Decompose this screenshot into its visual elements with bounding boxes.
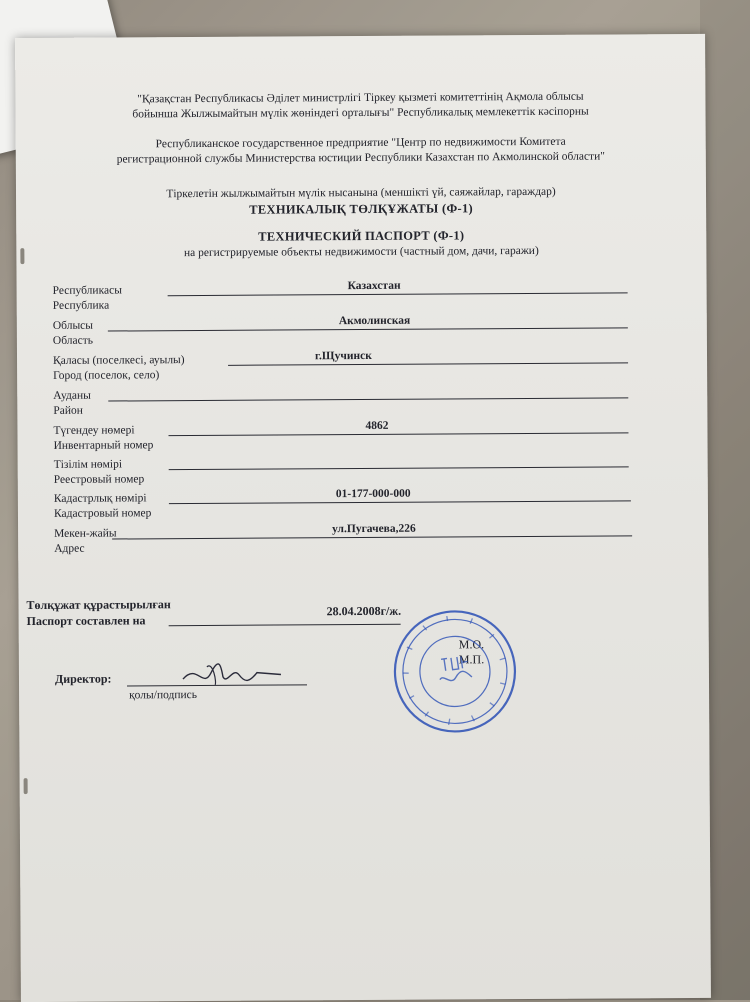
label-ru: Республика [52, 299, 110, 312]
label-ru: Инвентарный номер [53, 439, 154, 452]
header-ru-line2: регистрационной службы Министерства юстиции Республики Казахстан по Акмолинской области" [116, 150, 605, 166]
label-kz: Түгендеу нөмері [53, 424, 135, 437]
value-city: г.Щучинск [314, 349, 372, 363]
value-inventory: 4862 [365, 419, 389, 432]
header-ru-line1: Республиканское государственное предприятие "Центр по недвижимости Комитета [155, 135, 566, 151]
fill-line [112, 535, 632, 539]
document-page [15, 34, 711, 1002]
seal-mark-ru: М.П. [458, 652, 485, 667]
header-kz-line1: "Қазақстан Республикасы Әділет министрлігі Тіркеу қызметі комитеттінің Ақмола облысы [137, 90, 584, 106]
value-oblast: Акмолинская [338, 314, 411, 328]
label-kz: Облысы [52, 319, 94, 332]
field-city [53, 351, 633, 389]
title-kz: ТЕХНИКАЛЫҚ ТӨЛҚҰЖАТЫ (Ф-1) [249, 201, 474, 217]
title-ru: ТЕХНИЧЕСКИЙ ПАСПОРТ (Ф-1) [258, 228, 465, 244]
title-kz-subtitle: Тіркелетін жылжымайтын мүлік нысанына (меншікті үй, саяжайлар, гараждар) [166, 185, 556, 201]
compiled-label-kz: Төлқұжат құрастырылған [26, 597, 171, 613]
value-cadastral: 01-177-000-000 [335, 487, 411, 501]
label-ru: Кадастровый номер [53, 507, 152, 520]
signature-caption: қолы/подпись [129, 689, 198, 702]
value-address: ул.Пугачева,226 [332, 522, 416, 536]
field-republic [53, 281, 633, 319]
fill-line [108, 327, 628, 331]
fill-line [168, 292, 628, 296]
fill-line [169, 500, 631, 504]
label-ru: Город (поселок, село) [53, 369, 160, 382]
field-cadastral [54, 489, 634, 527]
compiled-label-ru: Паспорт составлен на [26, 613, 146, 629]
label-kz: Қаласы (поселкесі, ауылы) [52, 354, 185, 367]
director-block [55, 666, 315, 708]
fill-line [169, 466, 629, 470]
director-label: Директор: [54, 671, 112, 686]
label-kz: Ауданы [53, 389, 91, 402]
label-kz: Кадастрлық нөмірі [53, 492, 147, 505]
fill-line [108, 397, 628, 401]
label-ru: Адрес [54, 542, 85, 555]
field-oblast [53, 316, 633, 354]
label-kz: Тізілім нөмірі [53, 458, 123, 471]
title-ru-subtitle: на регистрируемые объекты недвижимости (частный дом, дачи, гаражи) [183, 244, 539, 260]
label-kz: Мекен-жайы [54, 527, 117, 540]
label-ru: Район [53, 404, 83, 417]
header-kz-line2: бойынша Жылжымайтын мүлік жөніндегі орталығы" Республикалық мемлекеттік кәсіпорны [132, 105, 589, 121]
fill-line [168, 432, 628, 436]
signature [177, 658, 287, 689]
header-kz [15, 89, 705, 123]
field-address [54, 524, 634, 562]
fill-line [169, 624, 401, 626]
value-republic: Казахстан [347, 279, 401, 293]
label-kz: Республикасы [52, 284, 122, 297]
seal-mark-kz: М.О. [458, 637, 485, 652]
binder-hole [24, 778, 28, 794]
label-ru: Реестровый номер [53, 473, 145, 486]
label-ru: Область [52, 334, 94, 347]
field-inventory [53, 421, 633, 459]
field-district [53, 386, 633, 424]
compiled-date: 28.04.2008г/ж. [326, 603, 402, 619]
round-stamp [382, 599, 527, 744]
header-ru [16, 134, 706, 168]
fill-line [228, 362, 628, 365]
